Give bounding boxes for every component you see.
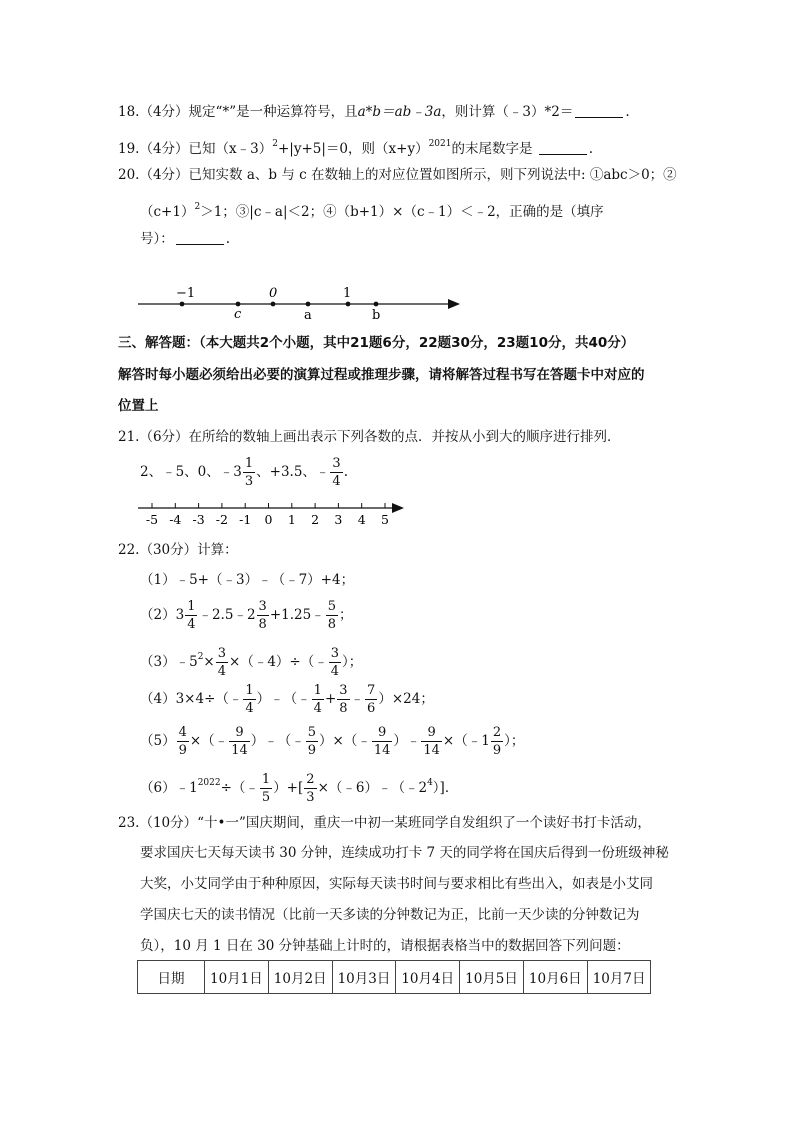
- tick-point-0: [271, 302, 276, 307]
- point-label: a: [304, 308, 312, 322]
- question-23-line: 要求国庆七天每天读书 30 分钟，连续成功打卡 7 天的同学将在国庆后得到一份班级神秘: [140, 845, 669, 861]
- table-header-cell: 10月6日: [523, 961, 587, 994]
- axis-label: -5: [145, 512, 159, 527]
- question-23: 23.（10分）“十•一”国庆期间，重庆一中初一某班同学自发组织了一个读好书打卡活动，: [118, 815, 651, 831]
- table-header-cell: 10月4日: [396, 961, 460, 994]
- axis-label: 4: [357, 512, 366, 527]
- table-header-cell: 10月3日: [332, 961, 396, 994]
- question-20-line3: 号）： .: [140, 231, 231, 247]
- answer-blank: [539, 140, 587, 155]
- q22-part-5: （5） $\frac{4}{9}$ ×（﹣ $\frac{9}{14}$ ）﹣（﹣ $\frac{5}{9}$ ）×（﹣ $\frac{9}{14}$ ）﹣ $\frac{9}{14}$ ×（﹣1 $\frac{2}{9}$ ）；: [140, 725, 525, 758]
- axis-label: -3: [192, 512, 205, 527]
- q22-part-6: $(6)﹣1^{2022}\div(﹣$ $\frac{1}{5}$ ）+[ $\frac{2}{3}$ $\times(﹣6)﹣(﹣2^4)$]．: [140, 772, 459, 805]
- question-19: 19.（4分）已知（x﹣3）$^2$+|y+5|＝0，则$(x+y)^{2021}$的末尾数字是 .: [118, 139, 594, 157]
- section-3-title: 三、解答题：（本大题共2个小题，其中21题6分，22题30分，23题10分，共40分）: [118, 335, 635, 351]
- axis-arrow: [392, 503, 404, 513]
- point-a: [306, 302, 311, 307]
- table-header-cell: 10月7日: [587, 961, 651, 994]
- table-header-cell: 10月1日: [205, 961, 269, 994]
- q20-number-line: [130, 282, 470, 322]
- point-label: b: [372, 308, 381, 322]
- q21-numbers: 2、﹣5、0、﹣3 $\frac{1}{3}$ 、+3.5、﹣ $\frac{3}{4}$ .: [140, 456, 348, 489]
- q22-part-2: （2）3 $\frac{1}{4}$ ﹣2.5﹣2 $\frac{3}{8}$ +1.25﹣ $\frac{5}{8}$ ；: [140, 599, 353, 632]
- axis-label: -2: [215, 512, 228, 527]
- tick-label: 0: [269, 286, 278, 301]
- axis-label: 2: [311, 512, 320, 527]
- axis-label: 1: [287, 512, 296, 527]
- tick-label: −1: [176, 286, 196, 301]
- question-23-line: 学国庆七天的读书情况（比前一天多读的分钟数记为正，比前一天少读的分钟数记为: [140, 907, 640, 923]
- question-20-line2: $(c+1)^2>1$；③|c﹣a|＜2；④（b+1）×（c﹣1）＜﹣2，正确的是（填序: [140, 202, 604, 220]
- axis-label: 0: [264, 512, 273, 527]
- tick-label: 1: [343, 286, 352, 301]
- question-22: 22.（30分）计算：: [118, 542, 238, 558]
- reading-log-table: [137, 960, 651, 994]
- question-23-line: 大奖，小艾同学由于种种原因，实际每天读书时间与要求相比有些出入，如表是小艾同: [140, 876, 653, 892]
- q22-part-3: $(3)﹣5^2\times$ $\frac{3}{4}$ ×（﹣4）÷（﹣ $\frac{3}{4}$ ）；: [140, 646, 363, 679]
- section-3-note: 位置上: [118, 398, 159, 414]
- table-header-cell: 10月5日: [460, 961, 524, 994]
- axis-label: 3: [334, 512, 343, 527]
- point-c: [236, 302, 241, 307]
- question-21: 21.（6分）在所给的数轴上画出表示下列各数的点．并按从小到大的顺序进行排列．: [118, 429, 621, 445]
- section-3-note: 解答时每小题必须给出必要的演算过程或推理步骤，请将解答过程书写在答题卡中对应的: [118, 367, 645, 383]
- axis-label: 5: [381, 512, 389, 527]
- point-b: [374, 302, 379, 307]
- answer-blank: [575, 103, 623, 118]
- q22-part-4: （4）3×4÷（﹣ $\frac{1}{4}$ ）﹣（﹣ $\frac{1}{4}$ + $\frac{3}{8}$ ﹣ $\frac{7}{6}$ ）×24；: [140, 683, 434, 716]
- axis-label: -4: [169, 512, 182, 527]
- question-23-line: 负），10 月 1 日在 30 分钟基础上计时的，请根据表格当中的数据回答下列问题：: [140, 938, 630, 954]
- tick-point-minus1: [180, 302, 185, 307]
- question-20-line1: 20.（4分）已知实数 a、b 与 c 在数轴上的对应位置如图所示，则下列说法中: ①abc＞0；②: [118, 167, 677, 183]
- question-18: 18.（4分）规定“*”是一种运算符号，且a*b＝ab﹣3a，则计算（﹣3）*2＝ .: [118, 104, 630, 120]
- q21-number-line: [130, 496, 410, 530]
- answer-blank: [176, 230, 224, 245]
- axis-arrow: [448, 299, 460, 309]
- axis-label: -1: [239, 512, 252, 527]
- point-label: c: [234, 307, 242, 322]
- tick-point-1: [346, 302, 351, 307]
- q22-part-1: （1）﹣5+（﹣3）﹣（﹣7）+4；: [140, 572, 355, 588]
- table-row: [138, 961, 651, 994]
- table-header-cell: 10月2日: [268, 961, 332, 994]
- table-header-cell: 日期: [138, 961, 205, 994]
